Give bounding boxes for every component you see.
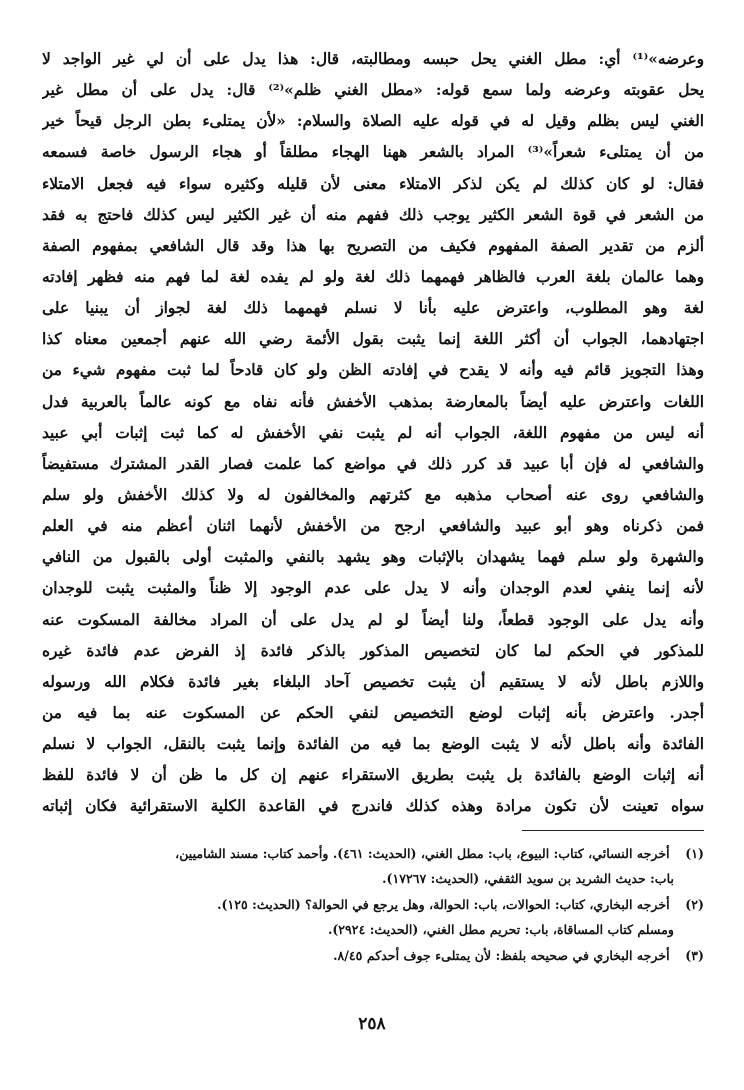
footnote-3 <box>42 943 704 969</box>
text-line: وأنه يدل على الوجود قطعاً، ولنا أيضاً لو لم يدل على أن المراد مخالفة المسكوت عنه <box>42 610 704 629</box>
footnote-number: (٢) <box>685 896 704 912</box>
footnotes <box>42 841 704 969</box>
text-line: لغة وهو المطلوب، واعترض عليه بأنا لا نسلم فهمهما ذلك لغة لجواز أن يبنيا على <box>42 299 704 318</box>
footnote-1-continued <box>42 866 704 892</box>
page-number: ٢٥٨ <box>358 1014 386 1034</box>
footnote-text: أخرجه البخاري، كتاب: الحوالات، باب: الحوالة، وهل يرجع في الحوالة؟ (الحديث: ١٢٥). <box>217 896 670 912</box>
footnote-2-continued <box>42 917 704 943</box>
text-line: الغني ليس بظلم وقيل له في قوله عليه الصلاة والسلام: «لأن يمتلىء بطن الرجل قيحاً خير <box>42 112 704 131</box>
text-line: يحل عقوبته وعرضه ولما سمع قوله: «مطل الغني ظلم»⁽²⁾ قال: يدل على أن مطل غير <box>42 81 704 100</box>
footnote-number: (٣) <box>685 947 704 963</box>
text-line: من الشعر في قوة الشعر الكثير يوجب ذلك ففهم منه أن غير الكثير ليس كذلك فاحتج به فقد <box>42 205 704 224</box>
text-line: واللازم باطل لأنه لا يستقيم أن يثبت تخصيص آحاد البلغاء بغير فائدة فكلام الله ورسوله <box>42 672 704 691</box>
text-line: للمذكور في الحكم لما كان لتخصيص المذكور بالذكر فائدة إذ الفرض عدم فائدة غيره <box>42 641 704 660</box>
footnote-divider <box>522 830 704 831</box>
text-line: اللغات واعترض عليه أيضاً بالمعارضة بمذهب الأخفش فأنه نفاه مع كونه عالماً بالعربية فدل <box>42 392 704 411</box>
text-line: والشافعي روى عنه أصحاب مذهبه مع كثرتهم والمخالفون له ولا كذلك الأخفش ولو سلم <box>42 485 704 504</box>
main-text <box>42 44 704 823</box>
text-line: سواه تعينت لأن تكون مرادة وهذه كذلك فاندرج في القاعدة الكلية الاستقرائية فكان إثباته <box>42 797 704 816</box>
text-line: الفائدة وأنه باطل لأنه لا يثبت الوضع بما فيه من الفائدة وإنما يثبت بالنقل، الجواب لا نسلم <box>42 735 704 754</box>
text-line: لأنه إنما ينفي لعدم الوجدان وأنه لا يدل على عدم الوجود إلا ظناً والمثبت يثبت للوجدان <box>42 579 704 598</box>
footnote-1 <box>42 841 704 867</box>
text-line: أجدر. واعترض بأنه إثبات لوضع التخصيص لنفي الحكم عن المسكوت عنه بما فيه من <box>42 703 704 722</box>
text-line: أنه ليس من مفهوم اللغة، الجواب أنه لم يثبت نفي الأخفش له كما ثبت إثبات أبي عبيد <box>42 423 704 442</box>
text-line: من أن يمتلىء شعراً»⁽³⁾ المراد بالشعر ههنا الهجاء مطلقاً أو هجاء الرسول خاصة فسمعه <box>42 143 704 162</box>
text-line: اجتهادهما، الجواب أن أكثر اللغة إنما يثبت بقول الأئمة رضي الله عنهم أجمعين معناه كذا <box>42 330 704 349</box>
footnote-2 <box>42 892 704 918</box>
footnote-number: (١) <box>685 845 704 861</box>
footnote-text: ومسلم كتاب المساقاة، باب: تحريم مطل الغني، (الحديث: ٢٩٢٤). <box>327 922 674 938</box>
text-line: ألزم من تقدير الصفة المفهوم فكيف من التصريح بها هذا وقد قال الشافعي بمفهوم الصفة <box>42 236 704 255</box>
text-line: والشافعي له فإن أبا عبيد قد كرر ذلك في مواضع كما علمت فصار القدر المشترك مستفيضاً <box>42 454 704 473</box>
footnote-text: أخرجه النسائي، كتاب: البيوع، باب: مطل الغني، (الحديث: ٤٦١). وأحمد كتاب: مسند الشاميين، <box>175 845 670 861</box>
text-line: وهذا التجويز قائم فيه وأنه لا يقدح في إفادته الظن ولو كان قادحاً لما ثبت مفهوم شيء من <box>42 361 704 380</box>
text-line: أنه إثبات الوضع بالفائدة بل يثبت بطريق الاستقراء عنهم إن كل ما ظن أن لا فائدة للفظ <box>42 766 704 785</box>
footnote-text: أخرجه البخاري في صحيحه بلفظ: لأن يمتلىء جوف أحدكم ٨/٤٥. <box>333 947 670 963</box>
text-line: والشهرة ولو سلم فهما يشهدان بالإثبات وهو يشهد بالنفي والمثبت أولى بالقبول من النافي <box>42 548 704 567</box>
text-line: وهما عالمان بلغة العرب فالظاهر فهمهما ذلك لغة ولو لم يفده لغة لما فهم منه فظهر إفادته <box>42 267 704 286</box>
text-line: وعرضه»⁽¹⁾ أي: مطل الغني يحل حبسه ومطالبته، قال: هذا يدل على أن لي غير الواجد لا <box>42 50 704 68</box>
text-line: فمن ذكرناه وهو أبو عبيد والشافعي ارجح من الأخفش لأنهما اثنان أعظم منه في العلم <box>42 517 704 536</box>
text-line: فقال: لو كان كذلك لم يكن لذكر الامتلاء معنى لأن قليله وكثيره سواء فيه فجعل الامتلاء <box>42 174 704 193</box>
footnote-text: باب: حديث الشريد بن سويد الثقفي، (الحديث: ١٧٢٦٧). <box>382 871 674 887</box>
